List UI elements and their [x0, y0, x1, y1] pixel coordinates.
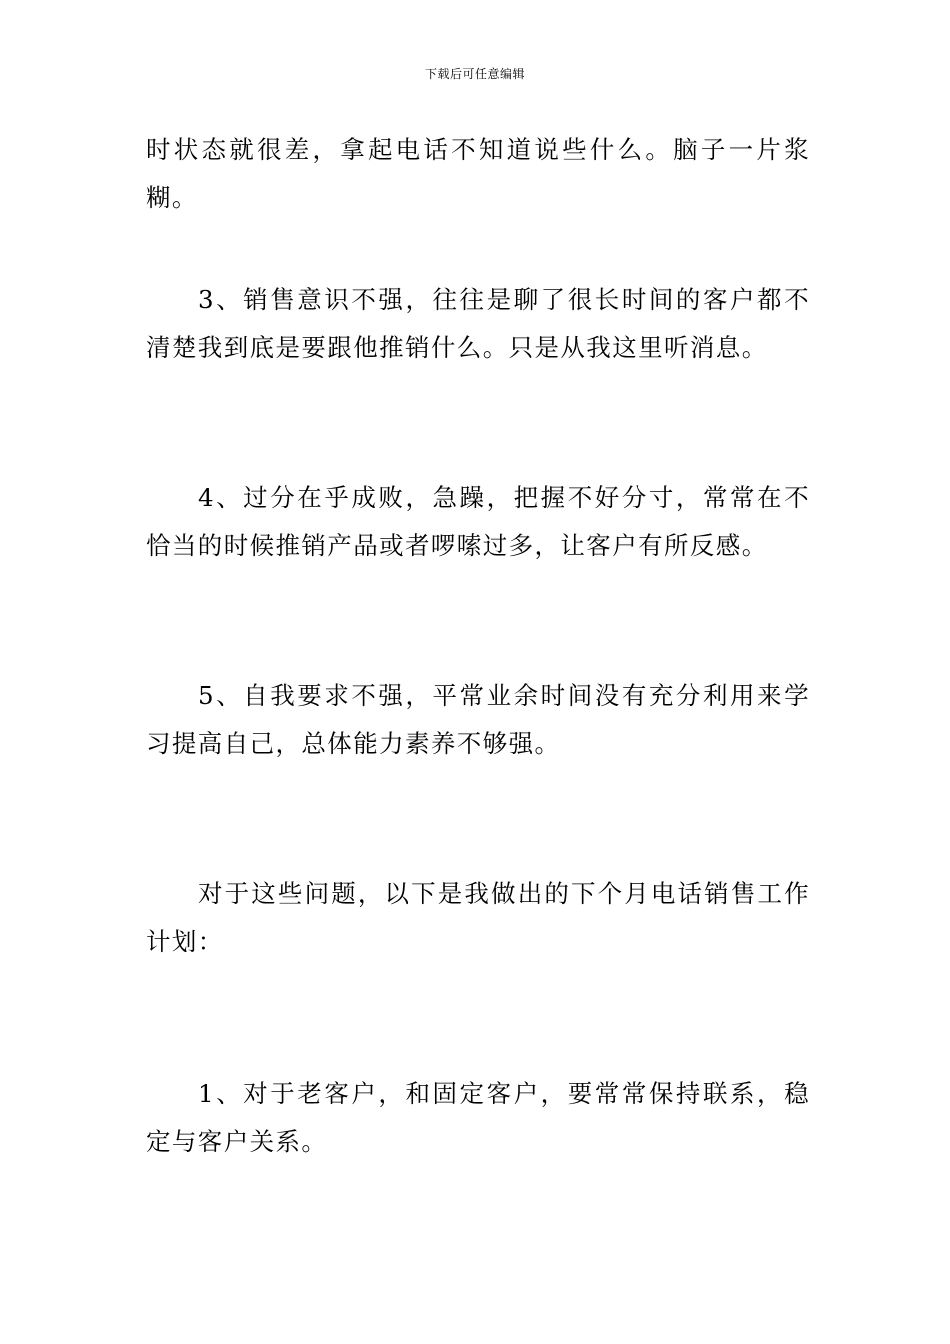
paragraph-plan-item-1: 1、对于老客户，和固定客户，要常常保持联系，稳定与客户关系。 — [146, 1079, 810, 1156]
paragraph-plan-intro: 对于这些问题，以下是我做出的下个月电话销售工作计划： — [146, 879, 810, 956]
paragraph-continuation: 时状态就很差，拿起电话不知道说些什么。脑子一片浆糊。 — [146, 135, 810, 212]
page-header: 下载后可任意编辑 — [424, 67, 525, 81]
paragraph-item-3: 3、销售意识不强，往往是聊了很长时间的客户都不清楚我到底是要跟他推销什么。只是从我这里听消息。 — [146, 285, 810, 362]
paragraph-item-5: 5、自我要求不强，平常业余时间没有充分利用来学习提高自己，总体能力素养不够强。 — [146, 681, 810, 758]
paragraph-item-4: 4、过分在乎成败，急躁，把握不好分寸，常常在不恰当的时候推销产品或者啰嗦过多，让客户有所反感。 — [146, 483, 810, 560]
